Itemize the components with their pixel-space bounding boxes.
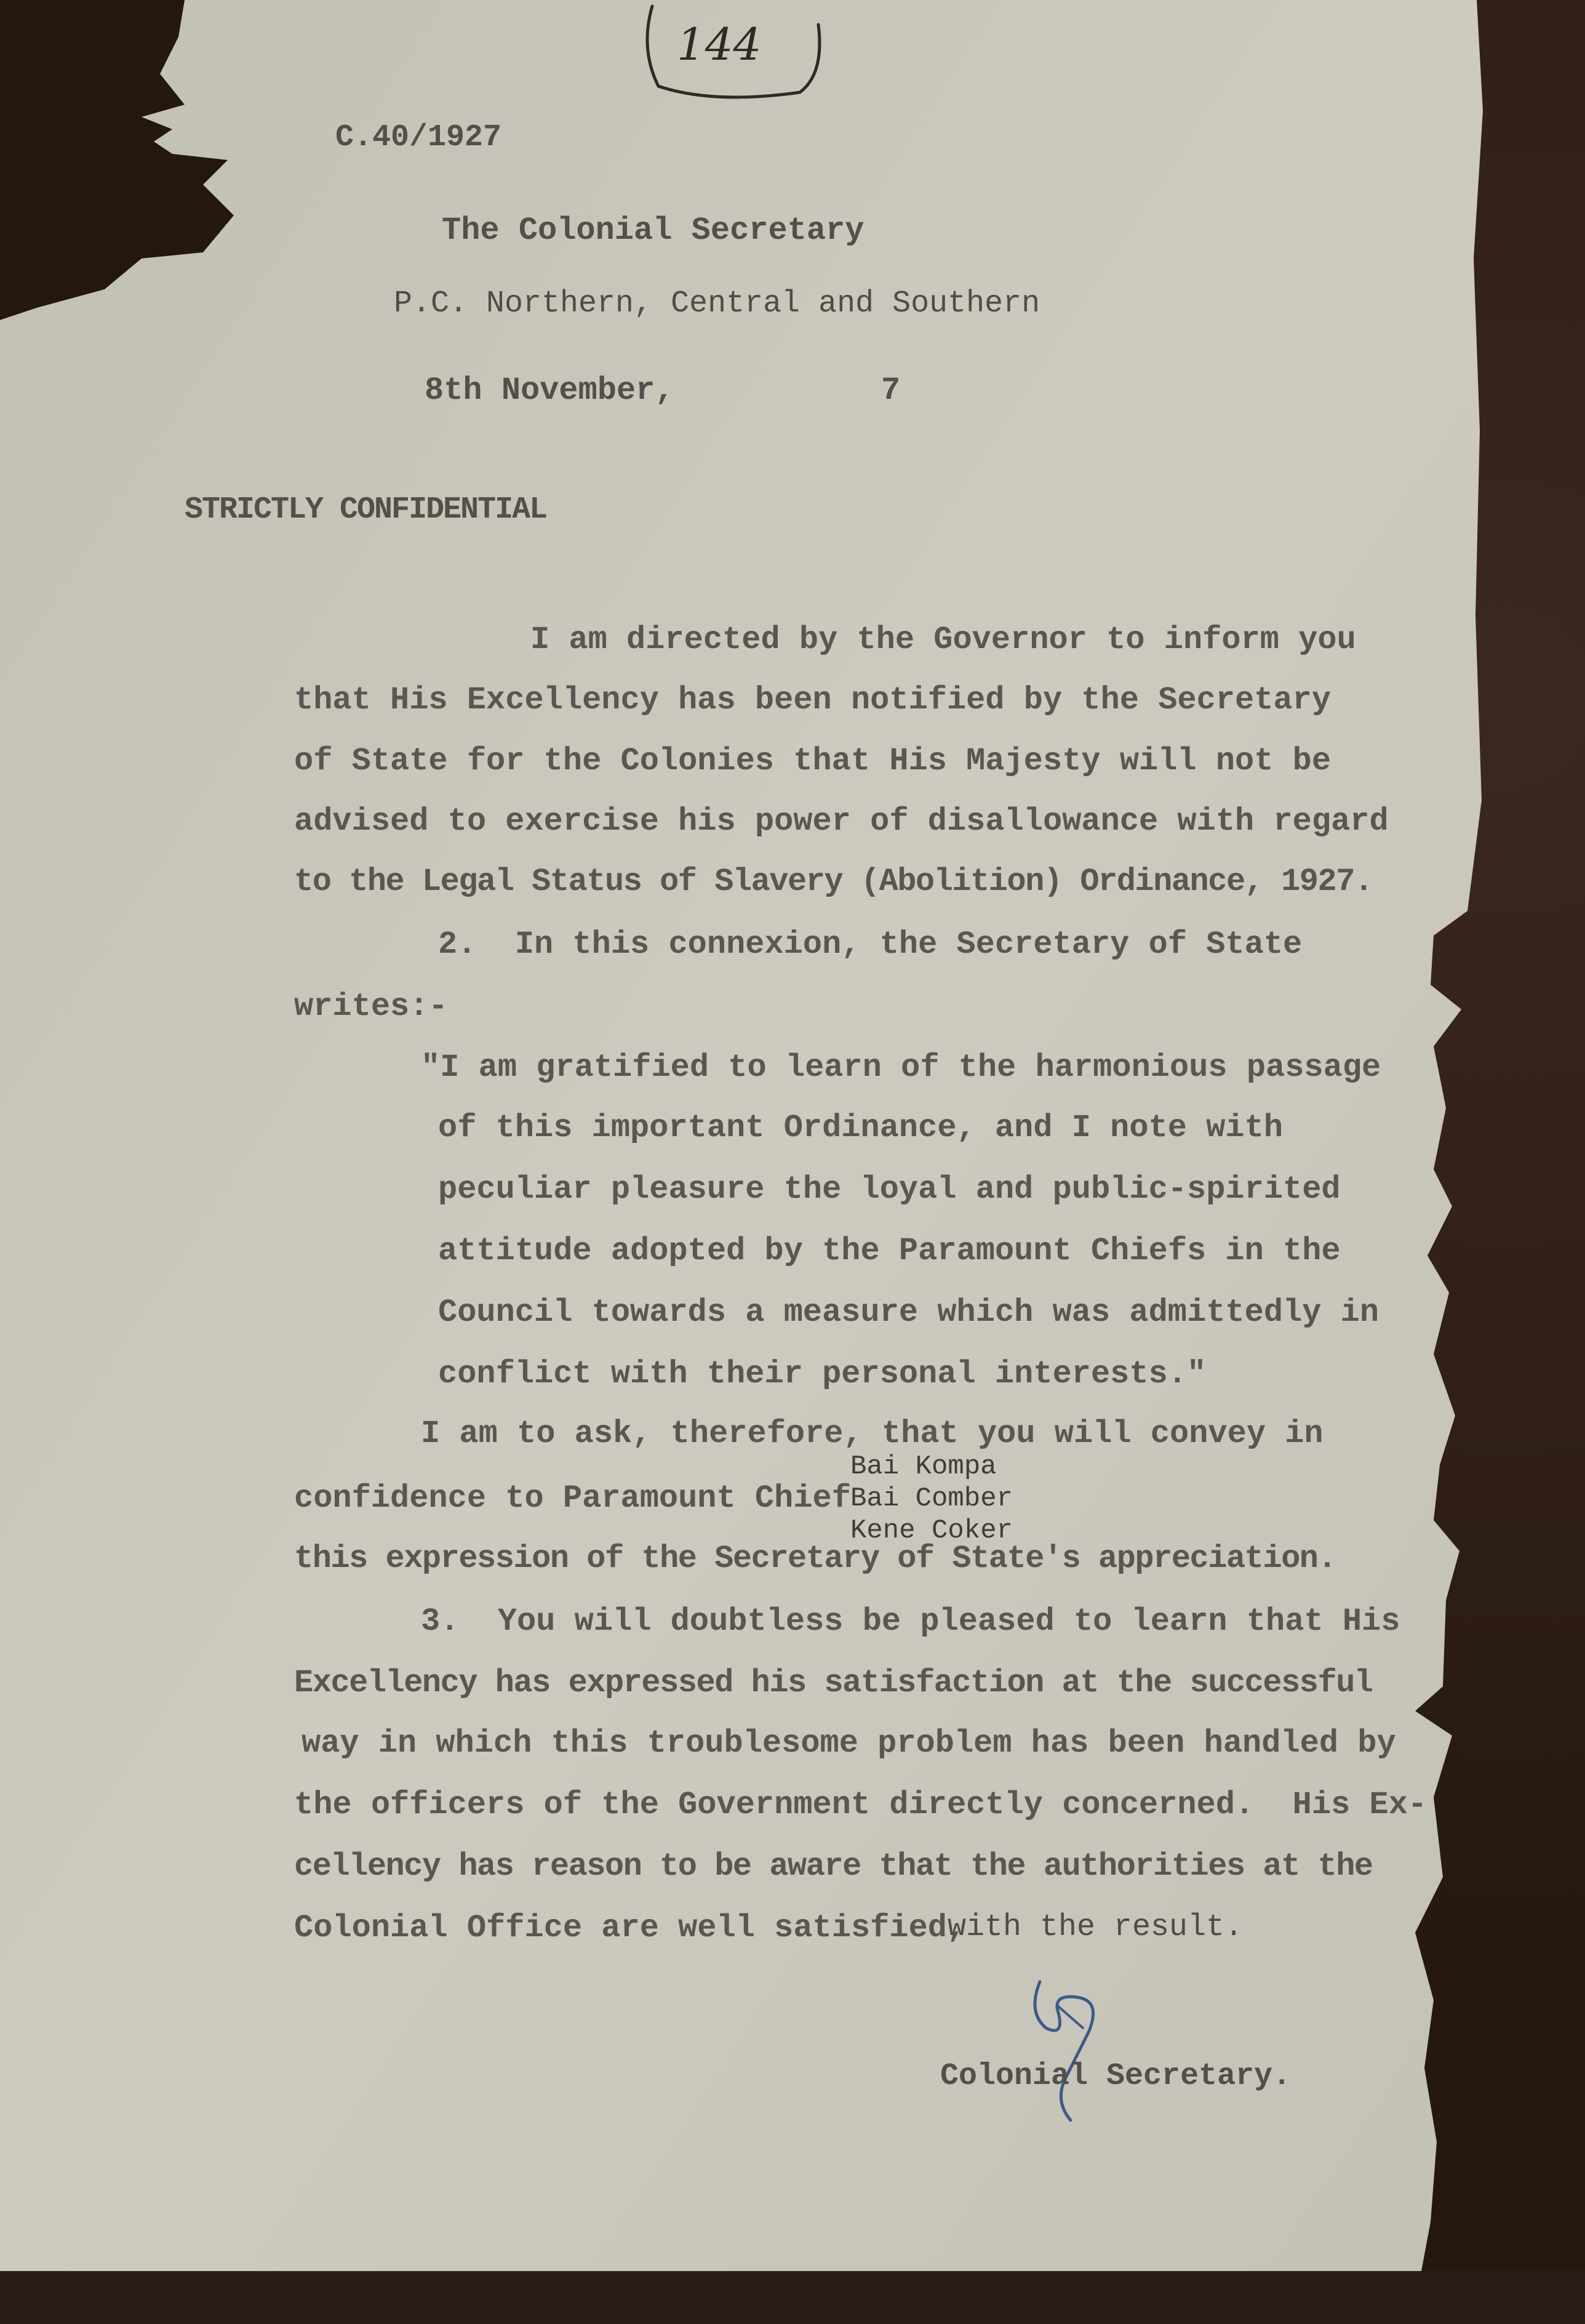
handwritten-signature	[1021, 1969, 1120, 2130]
paragraph3-line: cellency has reason to be aware that the authorities at the	[294, 1848, 1373, 1885]
file-reference: C.40/1927	[335, 120, 502, 155]
quote-line: peculiar pleasure the loyal and public-spirited	[438, 1171, 1341, 1208]
paragraph1-line: to the Legal Status of Slavery (Abolition) Ordinance, 1927.	[294, 863, 1373, 900]
quote-line: attitude adopted by the Paramount Chiefs in the	[438, 1233, 1341, 1269]
address-to: The Colonial Secretary	[442, 212, 864, 249]
chief-name: Bai Comber	[850, 1483, 1013, 1514]
quote-line: of this important Ordinance, and I note with	[438, 1110, 1284, 1146]
paragraph1-line: I am directed by the Governor to inform you	[530, 622, 1356, 658]
recipients-line: P.C. Northern, Central and Southern	[394, 286, 1040, 321]
classification-heading: STRICTLY CONFIDENTIAL	[185, 492, 547, 527]
date-day-month: 8th November,	[425, 372, 674, 409]
paragraph3-tail: with the result.	[948, 1910, 1244, 1945]
bottom-shadow	[0, 2271, 1585, 2324]
paragraph1-line: advised to exercise his power of disallowance with regard	[294, 803, 1389, 839]
chief-name: Bai Kompa	[850, 1451, 997, 1482]
request-line: I am to ask, therefore, that you will convey in	[421, 1416, 1323, 1452]
folio-number: 144	[677, 18, 762, 70]
folio-number-annotation	[640, 0, 824, 105]
date-year-digit: 7	[881, 372, 901, 409]
paragraph2-line: writes:-	[294, 988, 448, 1025]
request-line: confidence to Paramount Chief	[294, 1480, 851, 1517]
paragraph3-line: 3. You will doubtless be pleased to learn that His	[421, 1603, 1400, 1640]
chief-name: Kene Coker	[850, 1515, 1013, 1546]
quote-line: conflict with their personal interests."	[438, 1356, 1207, 1392]
paragraph3-line: the officers of the Government directly concerned. His Ex-	[294, 1787, 1427, 1823]
paragraph3-line: Colonial Office are well satisfied,	[294, 1910, 967, 1946]
paragraph1-line: of State for the Colonies that His Majesty will not be	[294, 743, 1331, 779]
paragraph3-line: way in which this troublesome problem has been handled by	[301, 1725, 1396, 1761]
paragraph3-line: Excellency has expressed his satisfaction at the successful	[294, 1665, 1373, 1701]
quote-line: Council towards a measure which was admittedly in	[438, 1294, 1379, 1331]
paragraph2-line: 2. In this connexion, the Secretary of State	[438, 926, 1303, 963]
signature-title: Colonial Secretary.	[940, 2059, 1292, 2094]
paragraph1-line: that His Excellency has been notified by the Secretary	[294, 682, 1331, 718]
request-line: this expression of the Secretary of State's appreciation.	[294, 1541, 1336, 1577]
quote-line: "I am gratified to learn of the harmonious passage	[421, 1049, 1381, 1086]
